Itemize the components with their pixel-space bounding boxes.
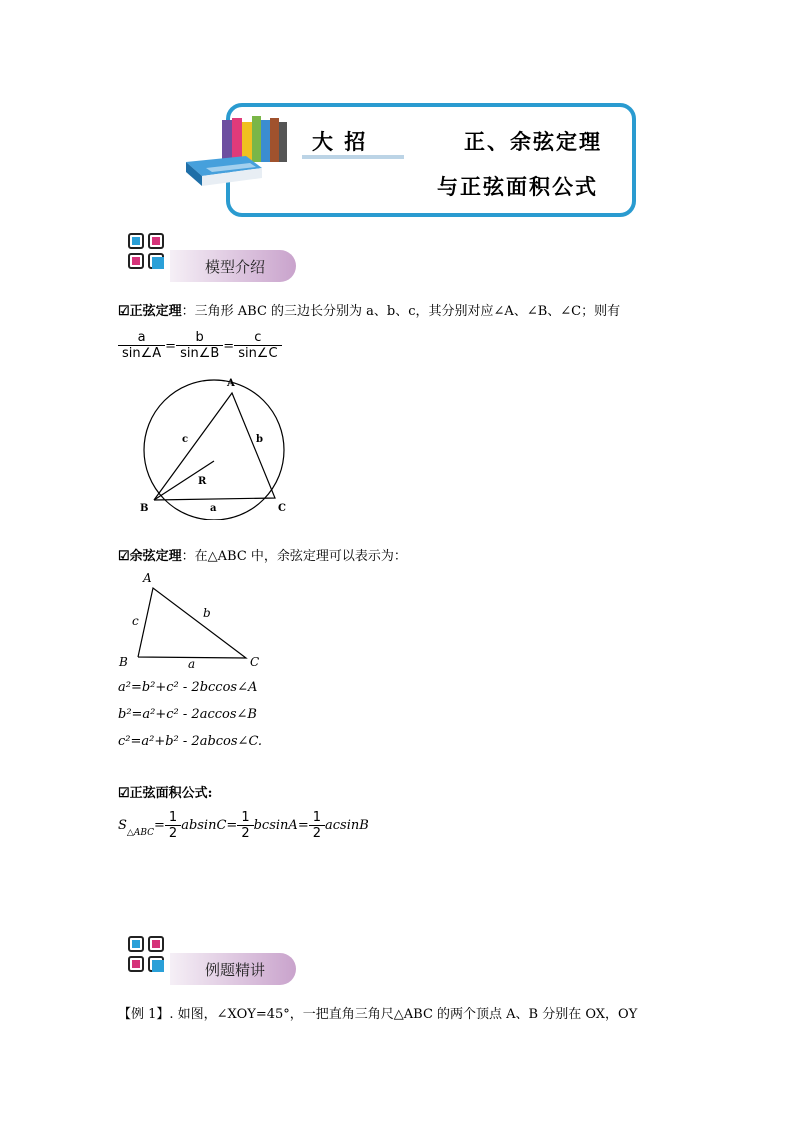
label-c: c bbox=[132, 614, 139, 628]
fraction: $\frac{a}{\sin\angle A}$ bbox=[118, 330, 165, 361]
triangle-figure bbox=[116, 568, 266, 672]
area-formula: $S_{\triangle ABC}=$ $\frac{1}{2}$ absinC= $\frac{1}{2}$ bcsinA= $\frac{1}{2}$ acsinB bbox=[118, 810, 369, 841]
label-A: A bbox=[143, 571, 152, 585]
banner-tag: 大 招 bbox=[312, 129, 368, 154]
sine-law-text: ：三角形 ABC 的三边长分别为 a、b、c，其分别对应∠A、∠B、∠C；则有 bbox=[181, 304, 621, 319]
cosine-eq-2: b²=a²+c² - 2accos∠B bbox=[118, 707, 257, 722]
sine-law-formula bbox=[118, 330, 282, 361]
books-icon bbox=[176, 114, 302, 190]
label-B: B bbox=[140, 503, 149, 514]
label-B: B bbox=[119, 655, 128, 669]
half-fraction: $\frac{1}{2}$ bbox=[309, 810, 325, 841]
label-a: a bbox=[188, 657, 196, 671]
label-C: C bbox=[278, 503, 286, 514]
banner-title-line2: 与正弦面积公式 bbox=[437, 174, 598, 199]
label-C: C bbox=[250, 655, 260, 669]
equals-sign: = bbox=[223, 339, 235, 354]
cosine-eq-3: c²=a²+b² - 2abcos∠C. bbox=[118, 734, 263, 749]
label-b: b bbox=[256, 434, 263, 445]
cosine-eq-1: a²=b²+c² - 2bccos∠A bbox=[118, 680, 258, 695]
fraction: $\frac{b}{\sin\angle B}$ bbox=[176, 330, 223, 361]
section-title: 模型介绍 bbox=[205, 258, 266, 276]
sine-law-heading: ☑正弦定理 bbox=[118, 304, 182, 319]
example-1-text: 【例 1】. 如图，∠XOY=45°，一把直角三角尺△ABC 的两个顶点 A、B 分别在 OX，OY bbox=[118, 1007, 638, 1022]
sine-law-line bbox=[118, 303, 620, 321]
fraction: $\frac{c}{\sin\angle C}$ bbox=[234, 330, 281, 361]
circumcircle-figure bbox=[130, 370, 300, 520]
area-term-3: acsinB bbox=[325, 818, 369, 833]
label-a: a bbox=[210, 503, 217, 514]
section-title: 例题精讲 bbox=[205, 961, 266, 979]
label-b: b bbox=[203, 606, 211, 620]
half-fraction: $\frac{1}{2}$ bbox=[165, 810, 181, 841]
banner-title-line1: 正、余弦定理 bbox=[464, 129, 602, 154]
area-term-1: absinC bbox=[181, 818, 227, 833]
label-R: R bbox=[198, 476, 207, 487]
area-symbol: S bbox=[118, 818, 127, 833]
cosine-law-heading: ☑余弦定理 bbox=[118, 549, 182, 564]
section-header-model bbox=[128, 233, 298, 287]
label-c: c bbox=[182, 434, 189, 445]
area-subscript: △ABC bbox=[126, 828, 154, 838]
half-fraction: $\frac{1}{2}$ bbox=[237, 810, 253, 841]
area-term-2: bcsinA bbox=[253, 818, 298, 833]
cosine-law-line bbox=[118, 548, 407, 566]
cosine-law-text: ：在△ABC 中，余弦定理可以表示为： bbox=[181, 549, 407, 564]
label-A: A bbox=[227, 378, 235, 389]
area-heading: ☑正弦面积公式: bbox=[118, 786, 213, 801]
section-header-examples bbox=[128, 936, 298, 990]
equals-sign: = bbox=[165, 339, 177, 354]
